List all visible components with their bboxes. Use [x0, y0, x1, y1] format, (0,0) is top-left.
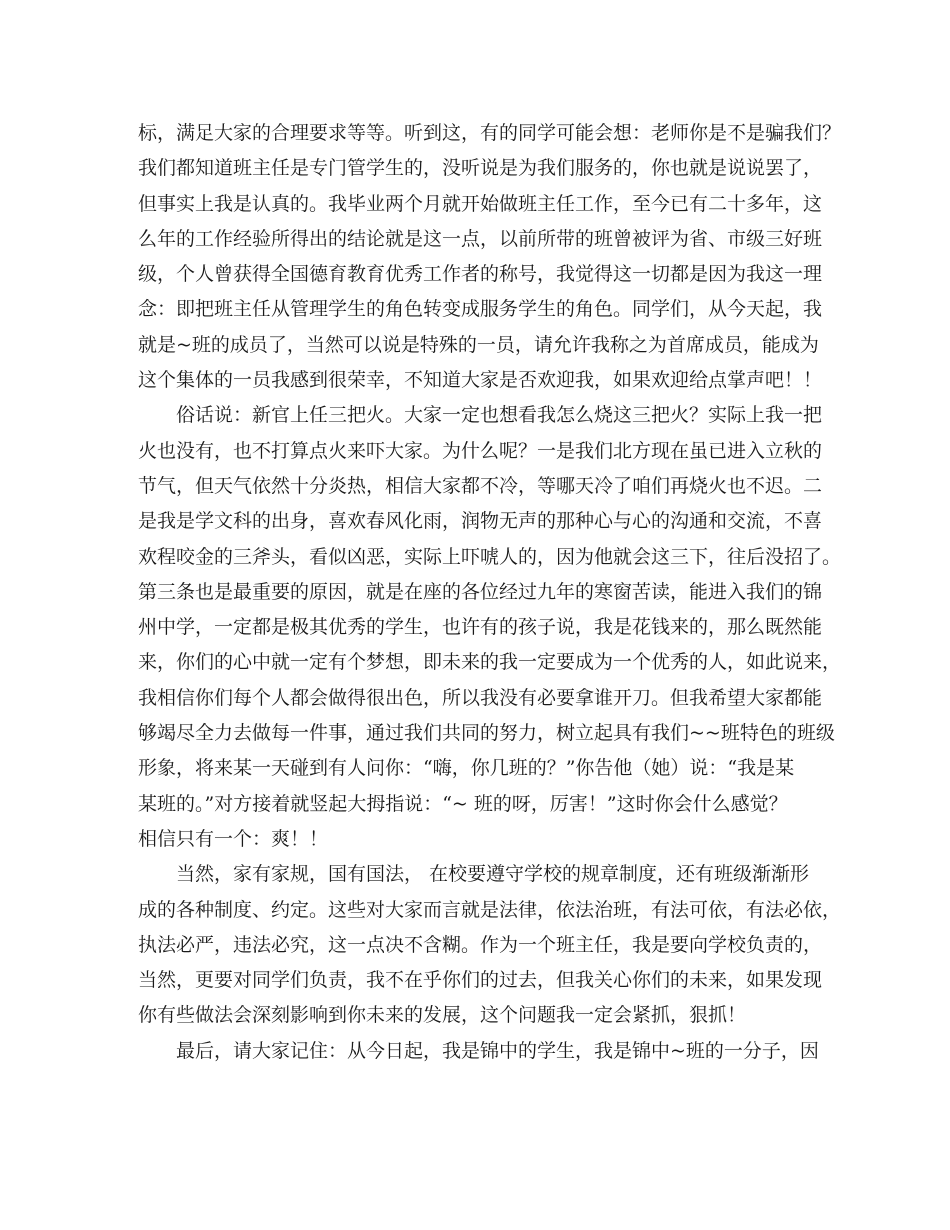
text-line: 形象，将来某一天碰到有人问你：“嗨，你几班的？”你告他（她）说：“我是某	[138, 757, 795, 780]
text-line: 相信只有一个：爽！！	[138, 827, 329, 850]
text-line: 但事实上我是认真的。我毕业两个月就开始做班主任工作，至今已有二十多年，这	[138, 192, 823, 215]
text-line: 来，你们的心中就一定有个梦想，即未来的我一定要成为一个优秀的人，如此说来，	[138, 651, 842, 674]
text-line: 当然，更要对同学们负责，我不在乎你们的过去，但我关心你们的未来，如果发现	[138, 969, 823, 992]
text-line: 节气，但天气依然十分炎热，相信大家都不冷，等哪天冷了咱们再烧火也不迟。二	[138, 474, 823, 497]
text-line: 我相信你们每个人都会做得很出色，所以我没有必要拿谁开刀。但我希望大家都能	[138, 686, 823, 709]
text-line: 我们都知道班主任是专门管学生的，没听说是为我们服务的，你也就是说说罢了，	[138, 157, 823, 180]
text-line: 当然，家有家规，国有国法， 在校要遵守学校的规章制度，还有班级渐渐形	[176, 863, 810, 886]
text-line: 最后，请大家记住：从今日起，我是锦中的学生，我是锦中~班的一分子，因	[176, 1039, 819, 1062]
document-body	[138, 116, 842, 1069]
text-line: 第三条也是最重要的原因，就是在座的各位经过九年的寒窗苦读，能进入我们的锦	[138, 580, 823, 603]
text-line: 你有些做法会深刻影响到你未来的发展，这个问题我一定会紧抓，狠抓！	[138, 1004, 747, 1027]
text-line: 够竭尽全力去做每一件事，通过我们共同的努力，树立起具有我们~~班特色的班级	[138, 722, 835, 745]
text-line: 州中学，一定都是极其优秀的学生，也许有的孩子说，我是花钱来的，那么既然能	[138, 616, 823, 639]
text-line: 就是~班的成员了，当然可以说是特殊的一员，请允许我称之为首席成员，能成为	[138, 333, 819, 356]
text-line: 么年的工作经验所得出的结论就是这一点，以前所带的班曾被评为省、市级三好班	[138, 227, 823, 250]
text-line: 级，个人曾获得全国德育教育优秀工作者的称号，我觉得这一切都是因为我这一理	[138, 263, 823, 286]
text-line: 念：即把班主任从管理学生的角色转变成服务学生的角色。同学们，从今天起，我	[138, 298, 823, 321]
text-line: 是我是学文科的出身，喜欢春风化雨，润物无声的那种心与心的沟通和交流，不喜	[138, 510, 823, 533]
text-line: 俗话说：新官上任三把火。大家一定也想看我怎么烧这三把火？实际上我一把	[176, 404, 823, 427]
text-line: 火也没有，也不打算点火来吓大家。为什么呢？一是我们北方现在虽已进入立秋的	[138, 439, 823, 462]
text-line: 欢程咬金的三斧头，看似凶恶，实际上吓唬人的，因为他就会这三下，往后没招了。	[138, 545, 842, 568]
text-line: 执法必严，违法必究，这一点决不含糊。作为一个班主任，我是要向学校负责的，	[138, 933, 823, 956]
text-line: 这个集体的一员我感到很荣幸，不知道大家是否欢迎我，如果欢迎给点掌声吧！！	[138, 369, 823, 392]
text-line: 成的各种制度、约定。这些对大家而言就是法律，依法治班，有法可依，有法必依，	[138, 898, 842, 921]
text-line: 标，满足大家的合理要求等等。听到这，有的同学可能会想：老师你是不是骗我们？	[138, 122, 842, 144]
text-line: 某班的。”对方接着就竖起大拇指说：“~ 班的呀，厉害！”这时你会什么感觉？	[138, 792, 788, 815]
